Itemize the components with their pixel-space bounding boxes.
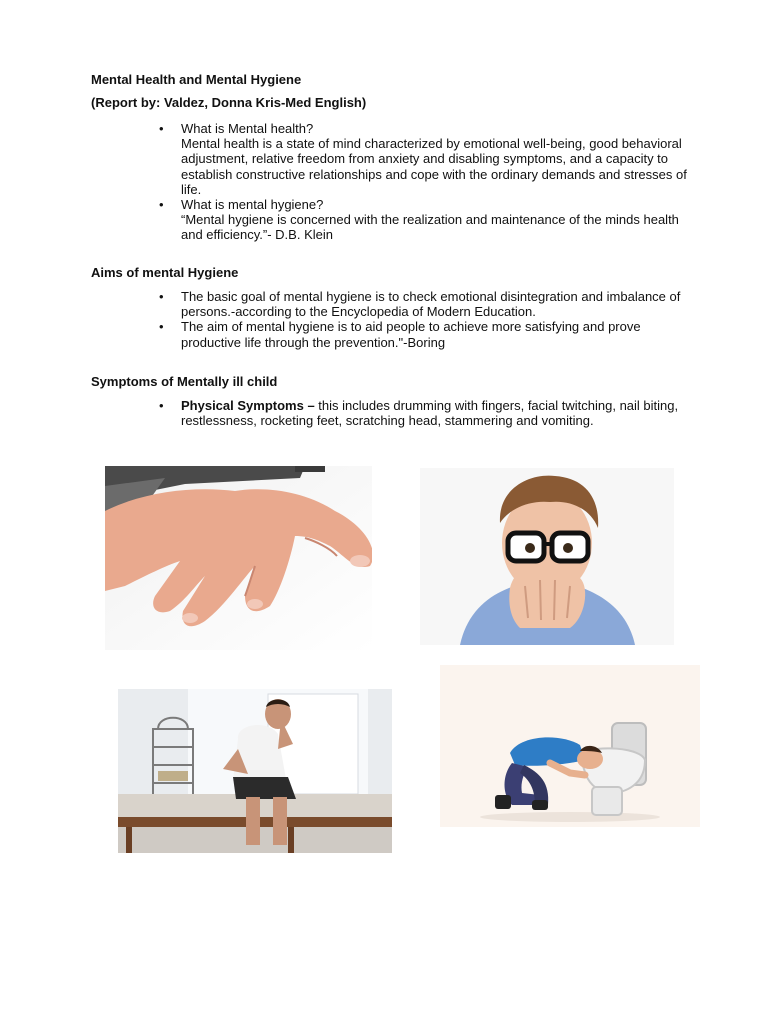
aim-text: The aim of mental hygiene is to aid people to achieve more satisfying and prove productive life through the prevention."-Boring	[181, 319, 641, 350]
symptom-text: this includes drumming with fingers, facial twitching, nail biting, restlessness, rocketing feet, scratching head, stammering and vomiting.	[181, 398, 679, 429]
hand-icon	[105, 466, 372, 650]
nail-biting-photo	[420, 468, 674, 645]
distressed-man-on-bed-photo	[118, 689, 392, 853]
list-item	[159, 121, 701, 197]
sad-man-icon	[118, 689, 392, 853]
answer-text: “Mental hygiene is concerned with the realization and maintenance of the minds health and efficiency.”- D.B. Klein	[181, 212, 679, 243]
bullet-icon: •	[159, 319, 164, 335]
aims-heading: Aims of mental Hygiene	[91, 265, 239, 280]
symptom-label: Physical Symptoms –	[181, 398, 315, 413]
bullet-icon: •	[159, 197, 164, 213]
aim-text: The basic goal of mental hygiene is to check emotional disintegration and imbalance of persons.-according to the Encyclopedia of Modern Education.	[181, 289, 681, 320]
drumming-fingers-photo	[105, 466, 372, 650]
list-item	[159, 398, 701, 429]
document-title: Mental Health and Mental Hygiene	[91, 72, 302, 87]
list-item	[159, 197, 701, 243]
aims-list	[159, 289, 701, 350]
question-text: What is mental hygiene?	[181, 197, 324, 213]
question-text: What is Mental health?	[181, 121, 314, 136]
bullet-icon: •	[159, 121, 164, 136]
bullet-icon: •	[159, 398, 164, 413]
symptoms-list	[159, 398, 701, 429]
definitions-list	[159, 121, 701, 243]
symptoms-heading: Symptoms of Mentally ill child	[91, 374, 278, 389]
bullet-icon: •	[159, 289, 164, 304]
report-author: (Report by: Valdez, Donna Kris-Med English)	[91, 95, 367, 110]
list-item	[159, 289, 701, 320]
answer-text: Mental health is a state of mind characterized by emotional well-being, good behavioral adjustment, relative freedom from anxiety and disabling symptoms, and a capacity to establish constructive relationships and cope with the ordinary demands and stresses of life.	[181, 136, 687, 197]
list-item	[159, 319, 701, 350]
worried-man-icon	[420, 468, 674, 645]
toilet-icon	[440, 665, 700, 827]
vomiting-illustration	[440, 665, 700, 827]
